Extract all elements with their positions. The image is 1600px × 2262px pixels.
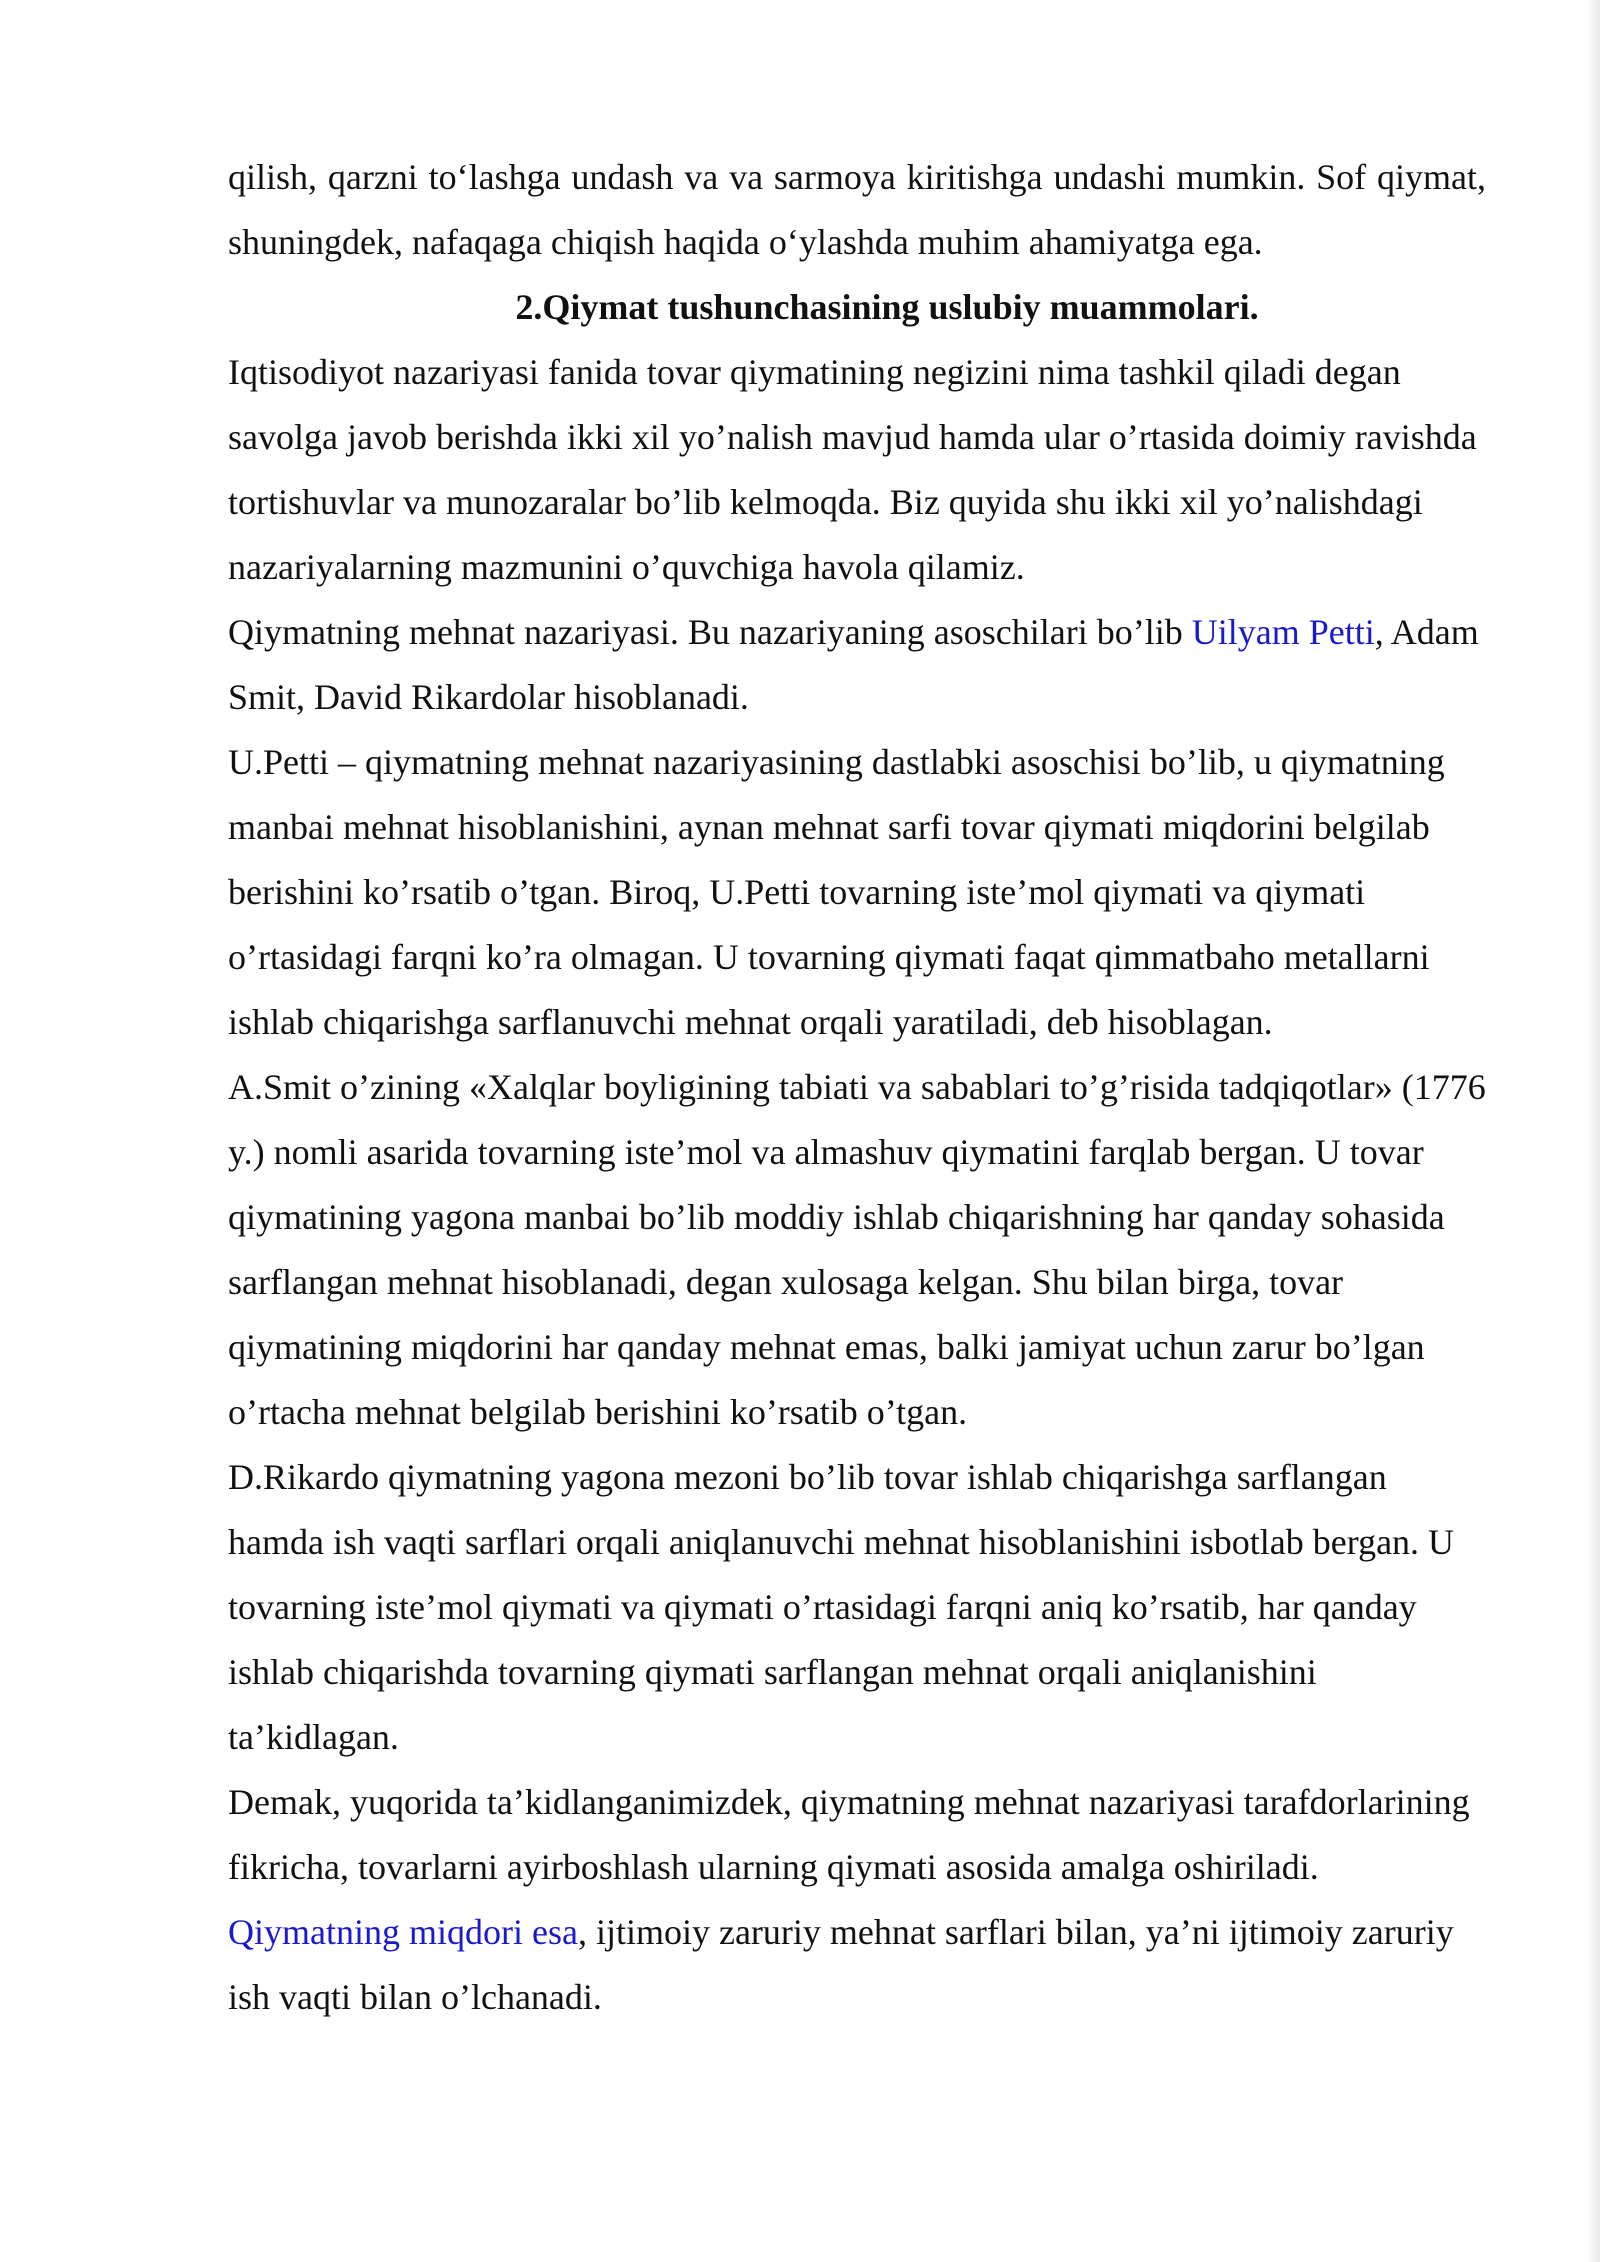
- paragraph-labor-theory-text: Qiymatning mehnat nazariyasi. Bu nazariyaning asoschilari bo’lib: [228, 612, 1192, 652]
- paragraph-labor-theory-tail: , Adam Smit, David Rikardolar hisoblanadi.: [228, 612, 1479, 717]
- paragraph-conclusion-tail: , ijtimoiy zaruriy mehnat sarflari bilan, ya’ni ijtimoiy zaruriy ish vaqti bilan o’lchanadi.: [228, 1912, 1454, 2017]
- intro-paragraph: qilish, qarzni to‘lashga undash va va sarmoya kiritishga undashi mumkin. Sof qiymat, shuningdek, nafaqaga chiqish haqida o‘ylashda muhim ahamiyatga ega.: [228, 157, 1486, 262]
- paragraph-directions: Iqtisodiyot nazariyasi fanida tovar qiymatining negizini nima tashkil qiladi degan savolga javob berishda ikki xil yo’nalish mavjud hamda ular o’rtasida doimiy ravishda tortishuvlar va munozaralar bo’lib kelmoqda. Biz quyida shu ikki xil yo’nalishdagi nazariyalarning mazmunini o’quvchiga havola qilamiz.: [228, 352, 1477, 587]
- paragraph-labor-theory: [228, 600, 1486, 730]
- paragraph-conclusion: [228, 1770, 1486, 2030]
- page-edge-shadow: [1586, 0, 1600, 2262]
- link-qiymat-miqdori[interactable]: Qiymatning miqdori esa: [228, 1912, 578, 1952]
- link-uilyam-petti[interactable]: Uilyam Petti: [1191, 612, 1375, 652]
- paragraph-conclusion-text: Demak, yuqorida ta’kidlanganimizdek, qiymatning mehnat nazariyasi tarafdorlarining fikricha, tovarlarni ayirboshlash ularning qiymati asosida amalga oshiriladi.: [228, 1782, 1470, 1887]
- paragraph-petti: U.Petti – qiymatning mehnat nazariyasining dastlabki asoschisi bo’lib, u qiymatning manbai mehnat hisoblanishini, aynan mehnat sarfi tovar qiymati miqdorini belgilab berishini ko’rsatib o’tgan. Biroq, U.Petti tovarning iste’mol qiymati va qiymati o’rtasidagi farqni ko’ra olmagan. U tovarning qiymati faqat qimmatbaho metallarni ishlab chiqarishga sarflanuvchi mehnat orqali yaratiladi, deb hisoblagan.: [228, 742, 1445, 1042]
- document-page: [228, 145, 1486, 2030]
- paragraph-ricardo: D.Rikardo qiymatning yagona mezoni bo’lib tovar ishlab chiqarishga sarflangan hamda ish vaqti sarflari orqali aniqlanuvchi mehnat hisoblanishini isbotlab bergan. U tovarning iste’mol qiymati va qiymati o’rtasidagi farqni aniq ko’rsatib, har qanday ishlab chiqarishda tovarning qiymati sarflangan mehnat orqali aniqlanishini ta’kidlagan.: [228, 1457, 1455, 1757]
- section-heading: 2.Qiymat tushunchasining uslubiy muammolari.: [515, 287, 1259, 327]
- paragraph-smith: A.Smit o’zining «Xalqlar boyligining tabiati va sabablari to’g’risida tadqiqotlar» (1776 y.) nomli asarida tovarning iste’mol va almashuv qiymatini farqlab bergan. U tovar qiymatining yagona manbai bo’lib moddiy ishlab chiqarishning har qanday sohasida sarflangan mehnat hisoblanadi, degan xulosaga kelgan. Shu bilan birga, tovar qiymatining miqdorini har qanday mehnat emas, balki jamiyat uchun zarur bo’lgan o’rtacha mehnat belgilab berishini ko’rsatib o’tgan.: [228, 1067, 1486, 1432]
